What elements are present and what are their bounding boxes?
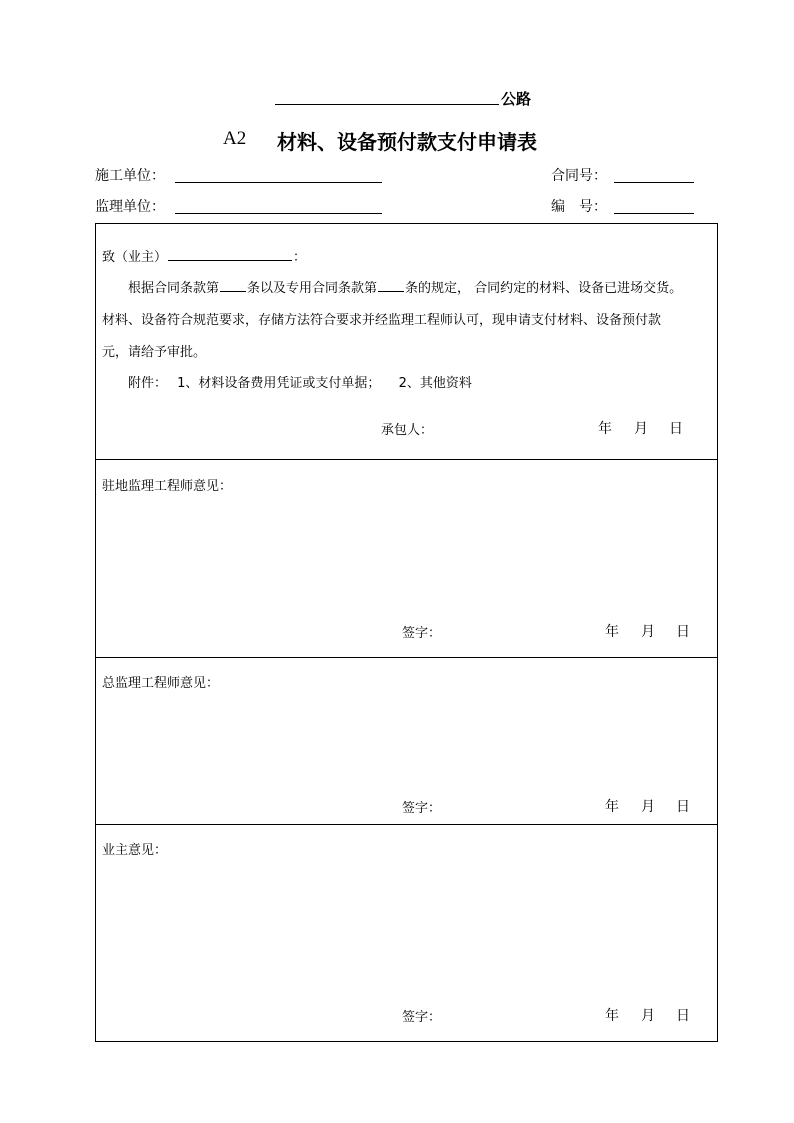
form-code: A2: [223, 128, 247, 149]
contractor-sign-label: 承包人：: [381, 423, 434, 438]
date-month: 月: [634, 421, 648, 437]
road-name-blank[interactable]: [275, 104, 499, 105]
page-title: 材料、设备预付款支付申请表: [277, 130, 537, 154]
date-year: 年: [598, 421, 612, 437]
chief-engineer-opinion-label: 总监理工程师意见：: [102, 676, 220, 691]
construction-unit-field[interactable]: [175, 182, 382, 183]
special-clause-no-field[interactable]: [378, 290, 404, 292]
to-owner-label: 致（业主）: [102, 250, 168, 265]
resident-engineer-opinion-label: 驻地监理工程师意见：: [102, 479, 233, 494]
date-year: 年: [605, 624, 619, 640]
date-month: 月: [641, 624, 655, 640]
resident-sign-label: 签字：: [402, 626, 442, 641]
date-day: 日: [676, 1008, 690, 1024]
clause-no-field[interactable]: [220, 290, 246, 292]
owner-name-field[interactable]: [168, 259, 292, 261]
body-line-1: [128, 277, 682, 296]
attachment-label: 附件：: [128, 376, 168, 391]
date-month: 月: [641, 1008, 655, 1024]
attachment-item-1: 1、材料设备费用凭证或支付单据；: [177, 376, 381, 391]
date-year: 年: [605, 799, 619, 815]
date-year: 年: [605, 1008, 619, 1024]
supervision-unit-label: 监理单位：: [95, 199, 165, 215]
contract-no-field[interactable]: [614, 182, 694, 183]
date-day: 日: [676, 799, 690, 815]
body-line-3: 元，请给予审批。: [102, 345, 207, 360]
owner-opinion-label: 业主意见：: [102, 843, 168, 858]
to-owner-colon: ：: [293, 250, 307, 265]
supervision-unit-field[interactable]: [175, 213, 382, 214]
clause-text-a: 根据合同条款第: [128, 281, 220, 296]
section-divider: [95, 459, 718, 460]
attachment-line: [128, 372, 472, 391]
clause-text-c: 条的规定， 合同约定的材料、设备已进场交货。: [405, 281, 683, 296]
construction-unit-label: 施工单位：: [95, 168, 165, 184]
section-divider: [95, 824, 718, 825]
clause-text-b: 条以及专用合同条款第: [247, 281, 378, 296]
chief-sign-label: 签字：: [402, 801, 442, 816]
section-divider: [95, 657, 718, 658]
owner-sign-label: 签字：: [402, 1010, 442, 1025]
serial-no-label: 编 号：: [551, 199, 607, 215]
attachment-item-2: 2、其他资料: [398, 376, 472, 391]
serial-no-field[interactable]: [614, 213, 694, 214]
road-suffix: 公路: [501, 90, 532, 108]
date-day: 日: [669, 421, 683, 437]
date-month: 月: [641, 799, 655, 815]
to-owner-line: [102, 246, 306, 265]
body-line-2: 材料、设备符合规范要求，存储方法符合要求并经监理工程师认可，现申请支付材料、设备预付款: [102, 313, 662, 328]
contract-no-label: 合同号：: [551, 168, 607, 184]
date-day: 日: [676, 624, 690, 640]
